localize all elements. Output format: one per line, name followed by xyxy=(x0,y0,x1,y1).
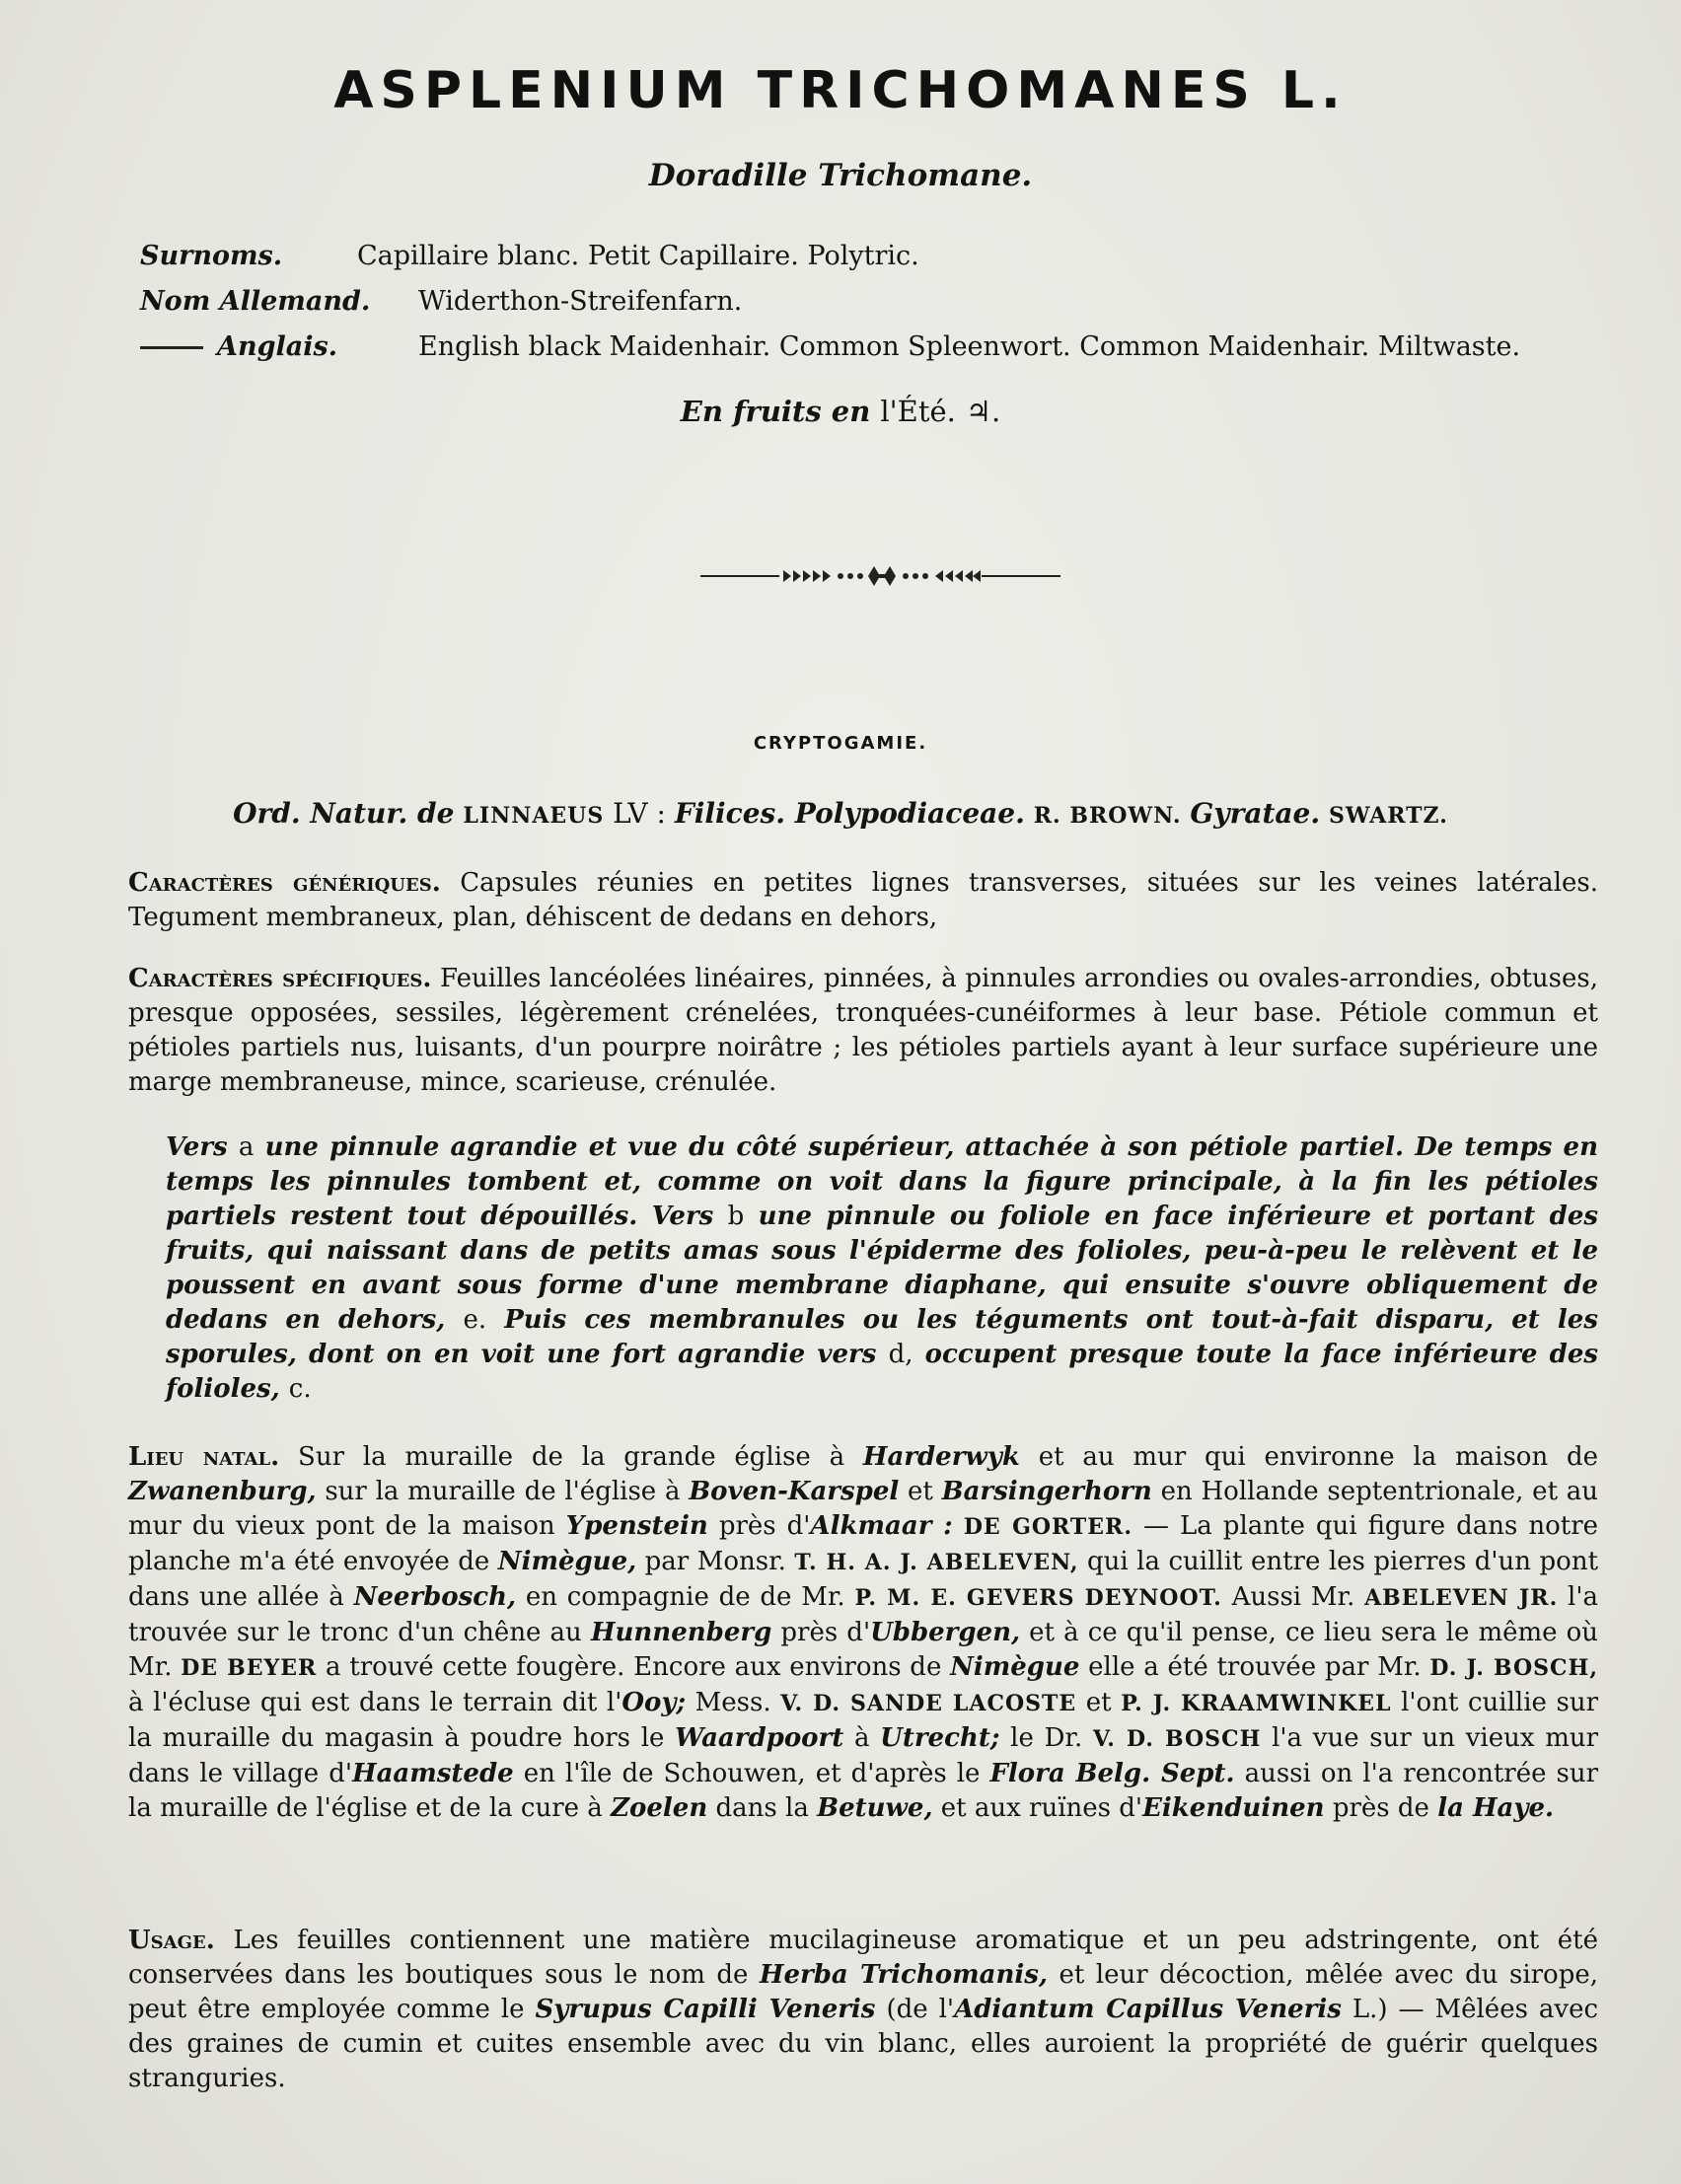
person-name: DE GORTER. xyxy=(963,1514,1133,1540)
figure-letter: b xyxy=(727,1201,745,1231)
place-name: Haamstede xyxy=(352,1759,514,1788)
habitat-text: l'ont cuillie sur la muraille du magasin à poudre hors le xyxy=(128,1688,1599,1753)
place-name: Harderwyk xyxy=(862,1442,1020,1472)
habitat-text: près d' xyxy=(718,1511,811,1541)
names-value: Widerthon-Streifenfarn. xyxy=(418,286,743,317)
person-name: V. D. BOSCH xyxy=(1092,1726,1262,1752)
place-name: Neerbosch, xyxy=(353,1582,517,1612)
figure-text: Puis ces membranules ou les téguments ont tout-à-fait disparu, et les sporules, dont on en voit une fort agrandie vers xyxy=(166,1305,1598,1369)
habitat-text: Mess. xyxy=(694,1688,771,1717)
habitat xyxy=(128,1440,1598,1826)
figure-text: Vers xyxy=(166,1132,228,1162)
person-name: DE BEYER xyxy=(181,1655,318,1681)
habitat-text: sur la muraille de l'église à xyxy=(325,1477,681,1506)
names-value: Capillaire blanc. Petit Capillaire. Polytric. xyxy=(357,241,919,271)
place-name: la Haye. xyxy=(1437,1793,1555,1823)
habitat-text: — La plante qui figure dans notre planche m'a été envoyée de xyxy=(128,1511,1599,1576)
page-title: ASPLENIUM TRICHOMANES L. xyxy=(333,61,1348,120)
natural-order xyxy=(0,797,1681,830)
names-label: Anglais. xyxy=(217,331,338,362)
person-name: P. J. KRAAMWINKEL xyxy=(1121,1691,1392,1716)
habitat-text: en l'île de Schouwen, et d'après le xyxy=(523,1759,981,1788)
order-family: Filices. Polypodiaceae. xyxy=(674,797,1025,830)
habitat-text: à xyxy=(853,1723,870,1753)
figure-letter: e. xyxy=(463,1305,487,1335)
ornament-divider xyxy=(700,564,1060,588)
usage xyxy=(128,1924,1598,2096)
place-name: Zoelen xyxy=(611,1793,708,1823)
ditto-dash xyxy=(140,346,203,349)
french-name: Doradille Trichomane. xyxy=(648,158,1033,193)
habitat-text: l'a vue sur un vieux mur dans le village d' xyxy=(128,1723,1599,1788)
habitat-text: et xyxy=(908,1477,933,1506)
person-name: ABELEVEN JR. xyxy=(1364,1585,1559,1611)
person-name: D. J. BOSCH, xyxy=(1429,1655,1598,1681)
usage-latin: Herba Trichomanis, xyxy=(759,1960,1048,1990)
habitat-text: aussi on l'a rencontrée sur la muraille de l'église et de la cure à xyxy=(128,1759,1599,1823)
place-name: Ubbergen, xyxy=(870,1618,1021,1647)
place-name: Utrecht; xyxy=(880,1723,1000,1753)
habitat-text: l'a trouvée sur le tronc d'un chêne au xyxy=(128,1582,1598,1647)
person-name: P. M. E. GEVERS DEYNOOT. xyxy=(854,1585,1222,1611)
usage-text: Les feuilles contiennent une matière mucilagineuse aromatique et un peu adstringente, ont été conservées dans les boutiques sous le nom de xyxy=(128,1926,1599,1990)
habitat-text: près d' xyxy=(780,1618,871,1647)
usage-lead: Usage. xyxy=(128,1926,215,1955)
names-value: English black Maidenhair. Common Spleenwort. Common Maidenhair. Miltwaste. xyxy=(418,331,1521,362)
place-name: Nimègue, xyxy=(497,1547,637,1576)
author-brown: R. BROWN. xyxy=(1033,803,1182,829)
place-name: Flora Belg. Sept. xyxy=(989,1759,1235,1788)
person-name: T. H. A. J. ABELEVEN, xyxy=(794,1550,1079,1575)
figure-explanation xyxy=(166,1130,1598,1407)
habitat-text: qui la cuillit entre les pierres d'un pont dans une allée à xyxy=(128,1547,1599,1612)
habitat-text: et au mur qui environne la maison de xyxy=(1038,1442,1599,1472)
generic-text: Capsules réunies en petites lignes transverses, situées sur les veines latérales. Tegument membraneux, plan, déhiscent de dedans en dehors, xyxy=(128,868,1598,932)
habitat-lead: Lieu natal. xyxy=(128,1442,280,1472)
section-heading: CRYPTOGAMIE. xyxy=(753,733,928,754)
habitat-text: elle a été trouvée par Mr. xyxy=(1088,1652,1422,1682)
place-name: Waardpoort xyxy=(675,1723,844,1753)
generic-lead: Caractères génériques. xyxy=(128,868,441,898)
usage-latin: Adiantum Capillus Veneris xyxy=(954,1995,1342,2024)
figure-letter: c. xyxy=(288,1374,312,1404)
habitat-text: en compagnie de de Mr. xyxy=(525,1582,845,1612)
habitat-text: a trouvé cette fougère. Encore aux environs de xyxy=(326,1652,942,1682)
place-name: Boven-Karspel xyxy=(689,1477,900,1506)
habitat-text: Sur la muraille de la grande église à xyxy=(298,1442,845,1472)
author-swartz: SWARTZ. xyxy=(1329,803,1448,829)
habitat-text: dans la xyxy=(715,1793,809,1823)
place-name: Ypenstein xyxy=(565,1511,708,1541)
generic-characters xyxy=(128,866,1598,935)
perennial-symbol: ♃. xyxy=(965,395,1001,428)
fruiting-italic: En fruits en xyxy=(680,395,871,428)
place-name: Eikenduinen xyxy=(1142,1793,1325,1823)
usage-text: et leur décoction, mêlée avec du sirope, peut être employée comme le xyxy=(128,1960,1599,2024)
author-linnaeus: LINNAEUS xyxy=(463,803,605,829)
figure-text: occupent presque toute la face inférieure des folioles, xyxy=(166,1340,1599,1404)
place-name: Ooy; xyxy=(621,1688,687,1717)
place-name: Betuwe, xyxy=(817,1793,933,1823)
order-gyratae: Gyratae. xyxy=(1190,797,1321,830)
habitat-text: et à ce qu'il pense, ce lieu sera le même où Mr. xyxy=(128,1618,1599,1682)
usage-text: L.) — Mêlées avec des graines de cumin et cuites ensemble avec du vin blanc, elles auroient la propriété de guérir quelques stranguries. xyxy=(128,1995,1599,2093)
order-number: LV : xyxy=(613,797,666,830)
names-row-surnoms xyxy=(140,241,919,271)
place-name: Zwanenburg, xyxy=(128,1477,317,1506)
person-name: V. D. SANDE LACOSTE xyxy=(780,1691,1077,1716)
habitat-text: le Dr. xyxy=(1010,1723,1083,1753)
order-label: Ord. Natur. de xyxy=(233,797,455,830)
names-label: Nom Allemand. xyxy=(140,286,371,317)
usage-text: (de l' xyxy=(886,1995,955,2024)
habitat-text: par Monsr. xyxy=(644,1547,786,1576)
figure-text: une pinnule agrandie et vue du côté supérieur, attachée à son pétiole partiel. De temps en temps les pinnules tombent et, comme on voit dans la figure principale, à la fin les pétioles partiels restent tout dépouillés. Vers xyxy=(166,1132,1598,1231)
habitat-text: et xyxy=(1085,1688,1112,1717)
habitat-text: à l'écluse qui est dans le terrain dit l' xyxy=(128,1688,622,1717)
habitat-text: Aussi Mr. xyxy=(1231,1582,1355,1612)
usage-latin: Syrupus Capilli Veneris xyxy=(535,1995,876,2024)
fruiting-season xyxy=(0,395,1681,428)
fruiting-season-text: l'Été. xyxy=(880,395,956,428)
place-name: Hunnenberg xyxy=(590,1618,772,1647)
habitat-text: près de xyxy=(1332,1793,1429,1823)
names-row-german xyxy=(140,286,743,317)
specific-characters xyxy=(128,962,1598,1100)
place-name: Alkmaar : xyxy=(810,1511,953,1541)
place-name: Barsingerhorn xyxy=(941,1477,1152,1506)
place-name: Nimègue xyxy=(950,1652,1080,1682)
habitat-text: en Hollande septentrionale, et au mur du vieux pont de la maison xyxy=(128,1477,1599,1541)
figure-text: une pinnule ou foliole en face inférieure et portant des fruits, qui naissant dans de petits amas sous l'épiderme des folioles, peu-à-peu le relèvent et le poussent en avant sous forme d'une membrane diaphane, qui ensuite s'ouvre obliquement de dedans en dehors, xyxy=(166,1201,1598,1335)
habitat-text: et aux ruïnes d' xyxy=(940,1793,1143,1823)
specific-text: Feuilles lancéolées linéaires, pinnées, à pinnules arrondies ou ovales-arrondies, obtuses, presque opposées, sessiles, légèrement crénelées, tronquées-cunéiformes à leur base. Pétiole commun et pétioles partiels nus, luisants, d'un pourpre noirâtre ; les pétioles partiels ayant à leur surface supérieure une marge membraneuse, mince, scarieuse, crénulée. xyxy=(128,964,1598,1097)
names-row-english xyxy=(140,331,1521,362)
figure-letter: d, xyxy=(888,1340,914,1369)
specific-lead: Caractères spécifiques. xyxy=(128,964,432,993)
names-label: Surnoms. xyxy=(140,241,283,271)
figure-letter: a xyxy=(238,1132,255,1162)
